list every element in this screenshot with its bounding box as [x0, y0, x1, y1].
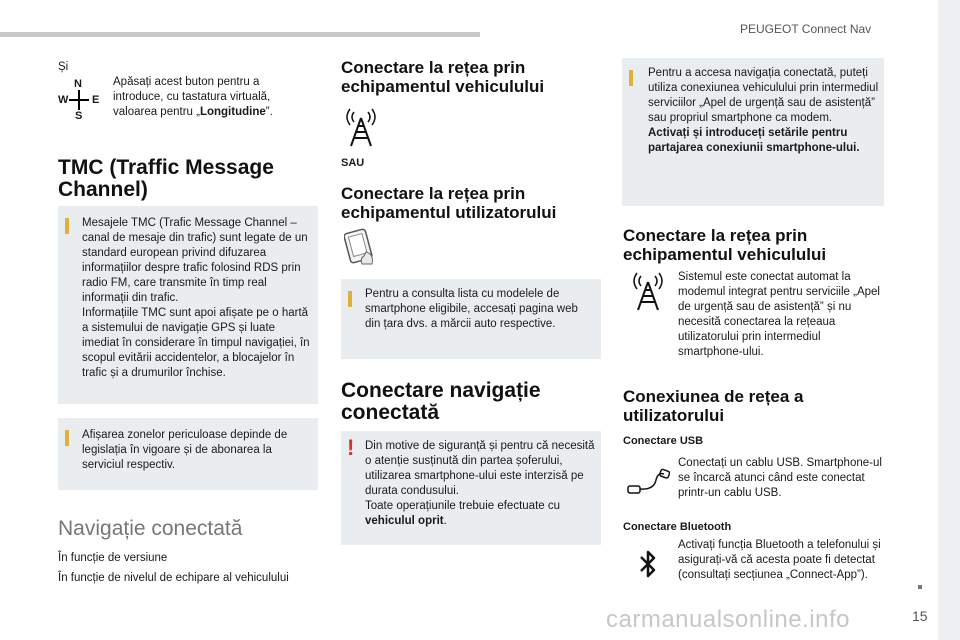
connected-nav-info-box [622, 58, 884, 206]
smartphone-list-box [341, 279, 601, 359]
version-note-1: În funcție de versiune [58, 552, 168, 564]
bluetooth-label: Conectare Bluetooth [623, 521, 732, 533]
compass-e: E [92, 94, 100, 106]
usb-text: Conectați un cablu USB. Smartphone-ul se încarcă atunci când este conectat printr-un cablu USB. [678, 457, 882, 499]
danger-zones-box [58, 418, 318, 490]
bluetooth-icon [638, 548, 658, 585]
page-number: 15 [912, 608, 928, 624]
usb-label: Conectare USB [623, 435, 704, 447]
safety-warning-text: Din motive de siguranță și pentru că necesită o atenție susținută din partea șoferului, utilizarea smartphone-ului este interzisă pe durata condusului. Toate operațiunile trebuie efectuate cu vehiculul oprit. [365, 440, 595, 527]
antenna-icon-2 [630, 272, 666, 317]
smartphone-list-text: Pentru a consulta lista cu modelele de smartphone eligibile, accesați pagina web din țara dvs. a mărcii auto respective. [365, 288, 578, 330]
tmc-title: TMC (Traffic Message Channel) [58, 156, 274, 201]
version-note-2: În funcție de nivelul de echipare al vehiculului [58, 572, 289, 584]
watermark: carmanualsonline.info [606, 606, 850, 633]
bluetooth-text: Activați funcția Bluetooth a telefonului și asigurați-vă că acesta poate fi detectat (consultați secțiunea „Connect-App”). [678, 539, 881, 581]
warning-icon: ! [347, 435, 355, 460]
smartphone-icon [344, 228, 378, 271]
connect-navigation-title: Conectare navigație conectată [341, 379, 541, 424]
compass-description: Apăsați acest buton pentru a introduce, cu tastatura virtuală, valoarea pentru „Longitudine”. [113, 76, 273, 118]
bullet-marker [918, 585, 922, 589]
or-label: SAU [341, 157, 365, 169]
safety-warning-box [341, 431, 601, 545]
compass-s: S [75, 110, 83, 122]
tmc-info-box [58, 206, 318, 404]
vehicle-connection-title: Conectare la rețea prin echipamentul vehiculului [341, 58, 545, 96]
right-margin-strip [938, 0, 960, 640]
usb-cable-icon [626, 466, 670, 503]
vehicle-network-text: Sistemul este conectat automat la modemul integrat pentru serviciile „Apel de urgență sau de asistență” și nu necesită conectarea la rețeaua utilizatorului prin intermediul smartphone-ului. [678, 271, 880, 358]
top-rule [0, 32, 480, 37]
vehicle-network-title: Conectare la rețea prin echipamentul vehiculului [623, 226, 827, 264]
si-label: Și [58, 61, 69, 73]
user-network-title: Conexiunea de rețea a utilizatorului [623, 387, 804, 425]
connected-nav-title: Navigație conectată [58, 517, 243, 540]
compass-n: N [74, 78, 82, 90]
user-connection-title: Conectare la rețea prin echipamentul utilizatorului [341, 184, 557, 222]
antenna-icon [343, 108, 379, 153]
page-header: PEUGEOT Connect Nav [740, 22, 872, 36]
compass-icon [56, 80, 104, 124]
tmc-info-text: Mesajele TMC (Trafic Message Channel – canal de mesaje din trafic) sunt legate de un standard european privind difuzarea informațiilor despre trafic folosind RDS prin radio FM, care transmite în timp real informații din trafic. Informațiile TMC sunt apoi afișate pe o hartă a sistemului de navigație GPS și luate imediat în considerare în timpul navigației, în scopul evitării accidentelor, a blocajelor în trafic și a drumurilor închise. [82, 217, 310, 379]
connected-nav-info-text: Pentru a accesa navigația conectată, puteți utiliza conexiunea vehiculului prin intermediul serviciilor „Apel de urgență sau de asistență” sau propriul smartphone ca modem. Activați și introduceți setările pentru partajarea conexiunii smartphone-ului. [648, 67, 879, 154]
compass-w: W [58, 94, 69, 106]
danger-zones-text: Afișarea zonelor periculoase depinde de legislația în vigoare și de abonarea la serviciul respectiv. [82, 429, 288, 471]
